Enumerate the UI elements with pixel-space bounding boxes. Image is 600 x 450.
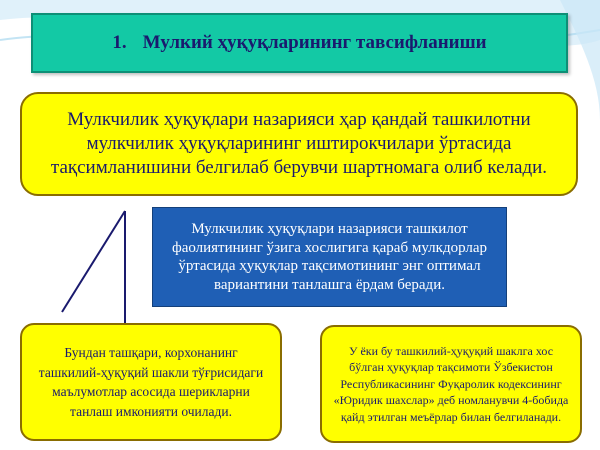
title-number: 1. xyxy=(112,32,127,53)
title-banner xyxy=(31,13,568,73)
title-label: Мулкий ҳуқуқларининг тавсифланиши xyxy=(142,32,487,53)
explanation-box xyxy=(152,207,507,307)
explanation-text: Мулкчилик ҳуқуқлари назарияси ташкилот фаолиятининг ўзига хослигига қараб мулкдорлар ўртасида ҳуқуқлар тақсимотининг энг оптимал вариантини танлашга ёрдам беради. xyxy=(171,221,488,293)
main-statement-text: Мулкчилик ҳуқуқлари назарияси ҳар қандай ташкилотни мулкчилик ҳуқуқларининг иштирокчилари ўртасида тақсимланишини белгилаб берувчи шартномага олиб келади. xyxy=(50,109,548,178)
page-title xyxy=(112,32,486,54)
partner-selection-box xyxy=(20,323,282,441)
main-statement-box xyxy=(20,92,578,196)
legal-norms-box xyxy=(320,325,582,443)
partner-selection-text: Бундан ташқари, корхонанинг ташкилий-ҳуқуқий шакли тўғрисидаги маълумотлар асосида шерикларни танлаш имконияти очилади. xyxy=(38,345,264,419)
legal-norms-text: У ёки бу ташкилий-ҳуқуқий шаклга хос бўлган ҳуқуқлар тақсимоти Ўзбекистон Республикасининг Фуқаролик кодексининг «Юридик шахслар» деб номланувчи 4-бобида қайд этилган меъёрлар билан белгиланади. xyxy=(333,343,569,424)
